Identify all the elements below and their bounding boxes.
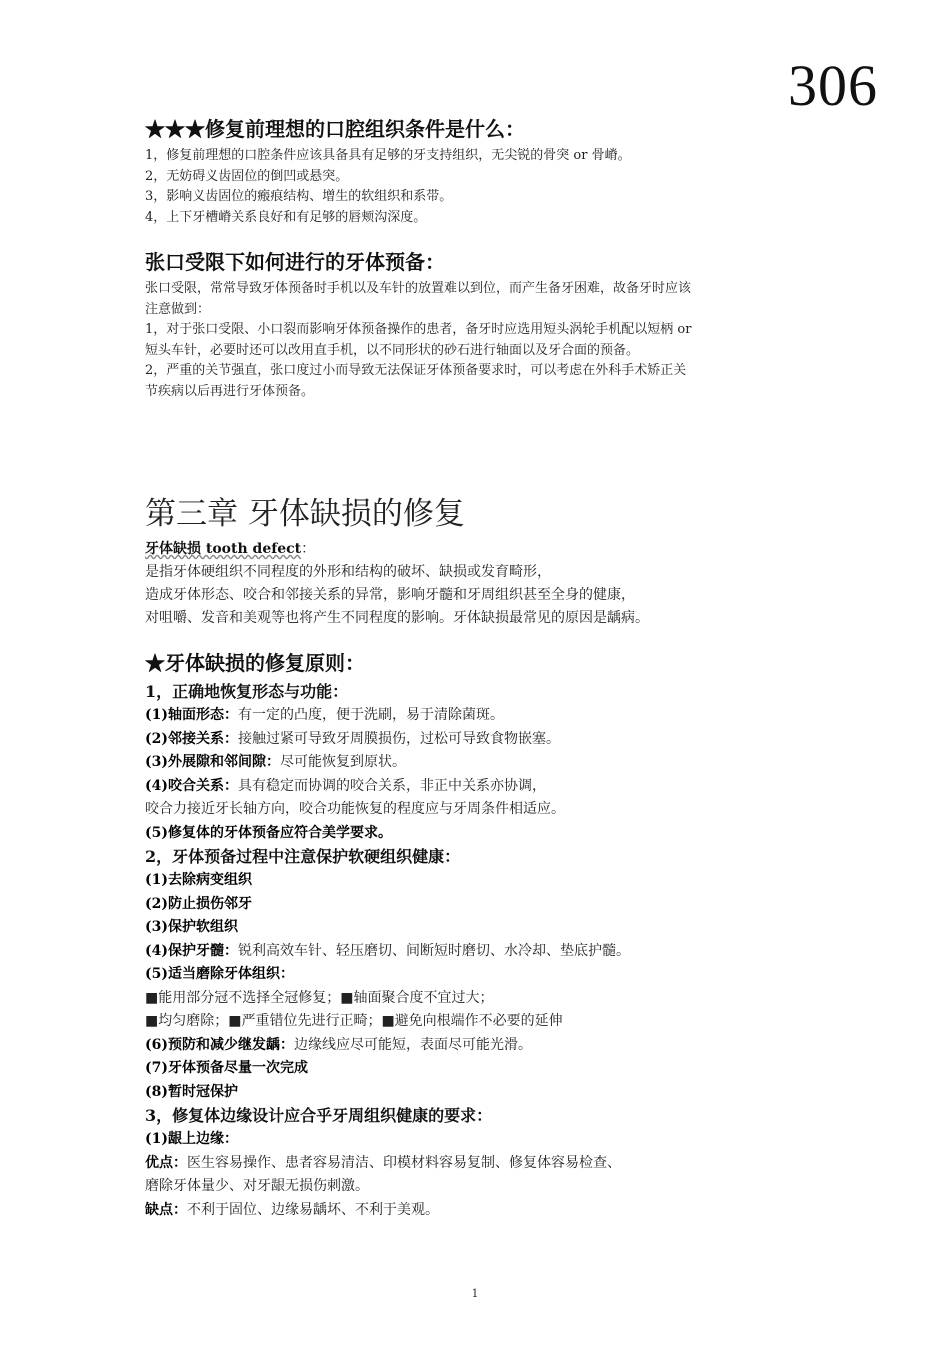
list-item: (1)轴面形态：有一定的凸度，便于洗刷，易于清除菌斑。 — [145, 707, 504, 723]
paragraph-line: 造成牙体形态、咬合和邻接关系的异常，影响牙髓和牙周组织甚至全身的健康， — [145, 587, 635, 603]
advantages-line: 优点：医生容易操作、患者容易清洁、印模材料容易复制、修复体容易检查、 — [145, 1154, 621, 1171]
paragraph-line: 4，上下牙槽嵴关系良好和有足够的唇颊沟深度。 — [145, 209, 427, 225]
list-item: (4)咬合关系：具有稳定而协调的咬合关系，非正中关系亦协调， — [145, 777, 546, 794]
list-item: (7)牙体预备尽量一次完成 — [145, 1060, 308, 1076]
list-item: (6)预防和减少继发龋：边缘线应尽可能短，表面尽可能光滑。 — [145, 1036, 532, 1053]
definition-colon: ： — [301, 541, 316, 557]
paragraph-line: 节疾病以后再进行牙体预备。 — [145, 383, 315, 399]
list-item: (8)暂时冠保护 — [145, 1083, 238, 1100]
list-item: (5)修复体的牙体预备应符合美学要求。 — [145, 824, 392, 841]
principle-title: 1，正确地恢复形态与功能： — [145, 682, 349, 701]
disadvantages-line: 缺点：不利于固位、边缘易龋坏、不利于美观。 — [145, 1201, 439, 1218]
definition-term: 牙体缺损 tooth defect — [145, 541, 302, 557]
bullet-line: ■能用部分冠不选择全冠修复；■轴面聚合度不宜过大； — [145, 989, 494, 1006]
section-definition — [145, 538, 815, 630]
paragraph-line: 1，对于张口受限、小口裂而影响牙体预备操作的患者，备牙时应选用短头涡轮手机配以短柄 or — [145, 322, 692, 337]
list-item: (3)保护软组织 — [145, 919, 238, 935]
section-ideal-conditions — [145, 116, 815, 228]
list-item: (4)保护牙髓：锐利高效车针、轻压磨切、间断短时磨切、水冷却、垫底护髓。 — [145, 942, 630, 959]
section-heading: ★牙体缺损的修复原则： — [145, 651, 365, 675]
paragraph-line: 张口受限，常常导致牙体预备时手机以及车针的放置难以到位，而产生备牙困难，故备牙时应该 — [145, 281, 692, 296]
paragraph-line: 短头车针，必要时还可以改用直手机，以不同形状的砂石进行轴面以及牙合面的预备。 — [145, 342, 640, 358]
paragraph-line: 2，无妨碍义齿固位的倒凹或悬突。 — [145, 168, 349, 184]
bullet-line: ■均匀磨除；■严重错位先进行正畸；■避免向根端作不必要的延伸 — [145, 1013, 563, 1029]
list-item: (3)外展隙和邻间隙：尽可能恢复到原状。 — [145, 754, 406, 770]
section-heading: 张口受限下如何进行的牙体预备： — [145, 250, 445, 274]
paragraph-line: 3，影响义齿固位的瘢痕结构、增生的软组织和系带。 — [145, 189, 453, 204]
document-body — [145, 116, 815, 1222]
list-item: (5)适当磨除牙体组织： — [145, 966, 294, 982]
principle-title: 3，修复体边缘设计应合乎牙周组织健康的要求： — [145, 1106, 493, 1125]
section-repair-principles — [145, 650, 815, 1222]
footer-page-number: 1 — [471, 1287, 479, 1300]
advantages-continuation: 磨除牙体量少、对牙龈无损伤刺激。 — [145, 1178, 369, 1194]
list-item: (2)防止损伤邻牙 — [145, 895, 252, 912]
list-item: (1)去除病变组织 — [145, 872, 252, 888]
paragraph-line: 1，修复前理想的口腔条件应该具备具有足够的牙支持组织，无尖锐的骨突 or 骨嵴。 — [145, 148, 631, 163]
principle-title: 2，牙体预备过程中注意保护软硬组织健康： — [145, 847, 461, 866]
section-heading: ★★★修复前理想的口腔组织条件是什么： — [145, 117, 525, 141]
paragraph-line: 2，严重的关节强直，张口度过小而导致无法保证牙体预备要求时，可以考虑在外科手术矫正关 — [145, 363, 687, 378]
section-limited-opening — [145, 249, 815, 402]
chapter-title: 第三章 牙体缺损的修复 — [145, 496, 465, 532]
list-item: (2)邻接关系：接触过紧可导致牙周膜损伤，过松可导致食物嵌塞。 — [145, 730, 560, 747]
list-item: (1)龈上边缘： — [145, 1131, 238, 1147]
paragraph-line: 是指牙体硬组织不同程度的外形和结构的破坏、缺损或发育畸形， — [145, 564, 551, 580]
definition-term-line — [145, 538, 815, 561]
list-item-continuation: 咬合力接近牙长轴方向，咬合功能恢复的程度应与牙周条件相适应。 — [145, 801, 565, 817]
page-label: 306 — [788, 53, 878, 118]
paragraph-line: 对咀嚼、发音和美观等也将产生不同程度的影响。牙体缺损最常见的原因是龋病。 — [145, 610, 649, 626]
paragraph-line: 注意做到： — [145, 301, 211, 317]
